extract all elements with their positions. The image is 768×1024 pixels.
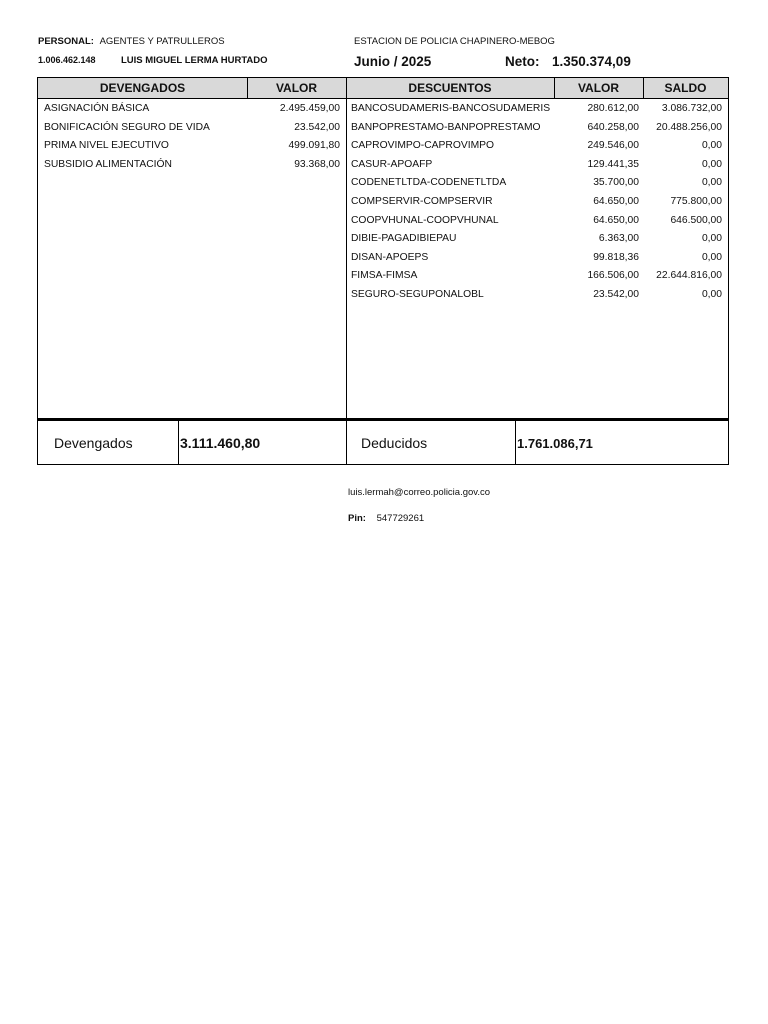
- personal-value: AGENTES Y PATRULLEROS: [99, 36, 225, 47]
- divider: [346, 421, 347, 465]
- descuento-concept: DIBIE-PAGADIBIEPAU: [351, 233, 457, 245]
- descuento-concept: BANPOPRESTAMO-BANPOPRESTAMO: [351, 121, 541, 133]
- descuento-value: 99.818,36: [593, 251, 639, 263]
- descuento-value: 166.506,00: [587, 270, 639, 282]
- divider: [554, 78, 555, 99]
- total-devengados-label: Devengados: [54, 435, 133, 451]
- descuento-concept: COOPVHUNAL-COOPVHUNAL: [351, 214, 499, 226]
- email: luis.lermah@correo.policia.gov.co: [348, 487, 490, 498]
- total-devengados-value: 3.111.460,80: [180, 435, 261, 451]
- descuento-balance: 0,00: [701, 251, 722, 263]
- descuento-value: 64.650,00: [593, 196, 639, 207]
- descuento-value: 640.258,00: [587, 121, 639, 133]
- header-valor-devengados: VALOR: [247, 78, 346, 99]
- divider: [247, 78, 248, 99]
- divider: [178, 421, 179, 465]
- pin-line: [348, 513, 424, 524]
- descuento-value: 249.546,00: [587, 140, 639, 152]
- descuento-balance: 20.488.256,00: [656, 121, 722, 133]
- descuento-balance: 0,00: [701, 158, 722, 170]
- descuento-balance: 22.644.816,00: [656, 270, 722, 282]
- pin-label: Pin:: [348, 513, 366, 524]
- personal-label: PERSONAL:: [38, 36, 94, 47]
- personal-line: [38, 36, 225, 47]
- divider: [643, 78, 644, 99]
- neto-label: Neto:: [505, 54, 540, 69]
- devengado-concept: BONIFICACIÓN SEGURO DE VIDA: [44, 121, 210, 133]
- header-saldo: SALDO: [643, 78, 728, 99]
- descuento-balance: 775.800,00: [670, 196, 722, 207]
- descuento-balance: 0,00: [701, 233, 722, 245]
- descuento-value: 23.542,00: [593, 289, 639, 300]
- total-deducidos-label: Deducidos: [361, 435, 428, 451]
- devengado-value: 23.542,00: [294, 121, 340, 133]
- neto-value: 1.350.374,09: [552, 54, 631, 69]
- descuento-value: 280.612,00: [587, 103, 639, 114]
- divider: [515, 421, 516, 465]
- descuento-concept: SEGURO-SEGUPONALOBL: [351, 289, 484, 300]
- descuento-value: 129.441,35: [587, 158, 639, 170]
- descuento-balance: 0,00: [701, 177, 722, 189]
- descuento-balance: 0,00: [701, 140, 722, 152]
- payroll-table: [37, 77, 729, 419]
- devengado-value: 93.368,00: [294, 158, 340, 170]
- period: Junio / 2025: [354, 54, 432, 69]
- pin-value: 547729261: [376, 513, 425, 524]
- descuento-value: 6.363,00: [598, 233, 639, 245]
- descuento-value: 64.650,00: [593, 214, 639, 226]
- devengado-value: 2.495.459,00: [279, 103, 340, 114]
- descuento-concept: BANCOSUDAMERIS-BANCOSUDAMERIS: [351, 103, 551, 114]
- header-descuentos: DESCUENTOS: [346, 78, 554, 99]
- descuento-balance: 646.500,00: [670, 214, 722, 226]
- descuento-concept: CODENETLTDA-CODENETLTDA: [351, 177, 507, 189]
- descuento-value: 35.700,00: [593, 177, 639, 189]
- descuento-concept: FIMSA-FIMSA: [351, 270, 418, 282]
- descuento-balance: 3.086.732,00: [661, 103, 722, 114]
- devengado-concept: PRIMA NIVEL EJECUTIVO: [44, 140, 169, 152]
- descuento-balance: 0,00: [701, 289, 722, 300]
- total-deducidos-value: 1.761.086,71: [517, 435, 593, 451]
- descuento-concept: COMPSERVIR-COMPSERVIR: [351, 196, 493, 207]
- station-name: ESTACION DE POLICIA CHAPINERO-MEBOG: [354, 36, 555, 47]
- descuento-concept: DISAN-APOEPS: [351, 251, 429, 263]
- header-valor-descuentos: VALOR: [554, 78, 643, 99]
- devengado-value: 499.091,80: [288, 140, 340, 152]
- totals-box: [37, 419, 729, 465]
- descuento-concept: CAPROVIMPO-CAPROVIMPO: [351, 140, 495, 152]
- descuento-concept: CASUR-APOAFP: [351, 158, 433, 170]
- divider: [346, 78, 347, 418]
- id-number: 1.006.462.148: [38, 55, 96, 65]
- employee-name: LUIS MIGUEL LERMA HURTADO: [121, 55, 268, 66]
- devengado-concept: SUBSIDIO ALIMENTACIÓN: [44, 158, 172, 170]
- devengado-concept: ASIGNACIÓN BÁSICA: [44, 103, 150, 114]
- header-devengados: DEVENGADOS: [38, 78, 247, 99]
